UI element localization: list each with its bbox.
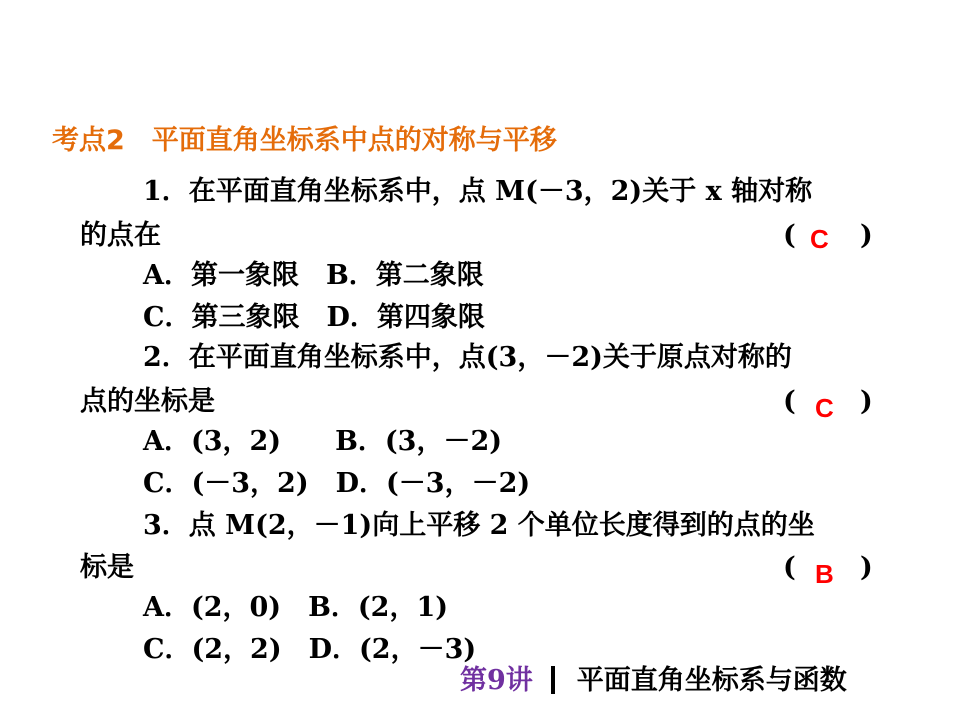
answer-paren-open: ( (783, 552, 796, 583)
section-title: 考点2 平面直角坐标系中点的对称与平移 (52, 125, 557, 156)
question-3-options-row-2: C．(2，2) D．(2，－3) (143, 634, 477, 665)
question-2-answer: C (815, 393, 834, 423)
question-2-options-row-1: A．(3，2) B．(3，－2) (143, 426, 503, 457)
question-3-answer: B (815, 559, 834, 589)
footer (460, 664, 847, 698)
question-1-line-2: 的点在 (80, 220, 161, 251)
question-1-options-row-1: A．第一象限 B．第二象限 (143, 260, 484, 291)
question-2-line-1: 2．在平面直角坐标系中，点(3，－2)关于原点对称的 (143, 342, 792, 373)
question-1-options-row-2: C．第三象限 D．第四象限 (143, 302, 485, 333)
question-3-line-1: 3．点 M(2，－1)向上平移 2 个单位长度得到的点的坐 (143, 510, 815, 541)
question-3-line-2: 标是 (80, 552, 134, 583)
answer-paren-close: ) (860, 220, 873, 251)
question-2-options-row-2: C．(－3，2) D．(－3，－2) (143, 468, 531, 499)
question-1-answer: C (810, 224, 829, 254)
answer-paren-close: ) (860, 386, 873, 417)
footer-lecture-number: 第9讲 (460, 665, 533, 696)
footer-topic: 平面直角坐标系与函数 (576, 665, 847, 696)
answer-paren-close: ) (860, 552, 873, 583)
answer-paren-open: ( (783, 220, 796, 251)
question-3-options-row-1: A．(2，0) B．(2，1) (143, 592, 449, 623)
footer-divider (551, 666, 555, 694)
question-1-line-1: 1．在平面直角坐标系中，点 M(－3，2)关于 x 轴对称 (143, 176, 813, 207)
answer-paren-open: ( (783, 386, 796, 417)
question-2-line-2: 点的坐标是 (80, 386, 215, 417)
